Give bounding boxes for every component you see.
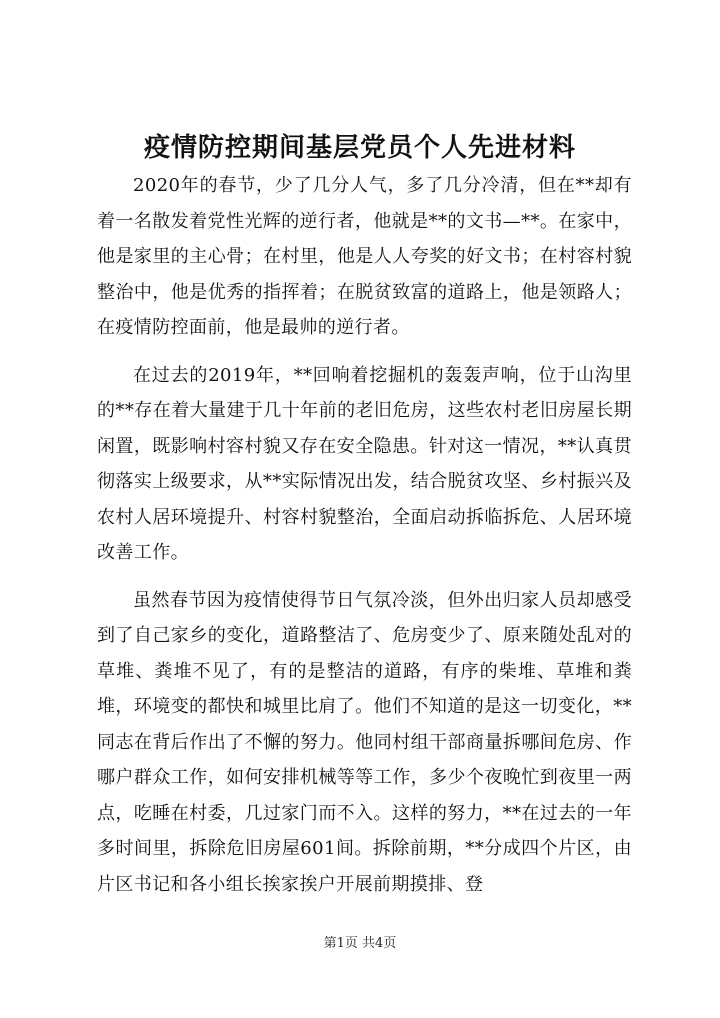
page-title: 疫情防控期间基层党员个人先进材料: [143, 133, 576, 163]
paragraph-2: 在过去的2019年，**回响着挖掘机的轰轰声响，位于山沟里的**存在着大量建于几十年前的老旧危房，这些农村老旧房屋长期闲置，既影响村容村貌又存在安全隐患。针对这一情况，**认真贯彻落实上级要求，从**实际情况出发，结合脱贫攻坚、乡村振兴及农村人居环境提升、村容村貌整治，全面启动拆临拆危、人居环境改善工作。: [97, 364, 632, 563]
page-footer: 第1页 共4页: [323, 936, 397, 951]
paragraph-3: 虽然春节因为疫情使得节日气氛冷淡，但外出归家人员却感受到了自己家乡的变化，道路整洁了、危房变少了、原来随处乱对的草堆、粪堆不见了，有的是整洁的道路，有序的柴堆、草堆和粪堆，环境变的都快和城里比肩了。他们不知道的是这一切变化，**同志在背后作出了不懈的努力。他同村组干部商量拆哪间危房、作哪户群众工作，如何安排机械等等工作，多少个夜晚忙到夜里一两点，吃睡在村委，几过家门而不入。这样的努力，**在过去的一年多时间里，拆除危旧房屋601间。拆除前期，**分成四个片区，由片区书记和各小组长挨家挨户开展前期摸排、登: [97, 589, 632, 895]
document-body: [97, 168, 632, 914]
paragraph-1: 2020年的春节，少了几分人气，多了几分冷清，但在**却有着一名散发着党性光辉的逆行者，他就是**的文书—**。在家中，他是家里的主心骨；在村里，他是人人夸奖的好文书；在村容村貌整治中，他是优秀的指挥着；在脱贫致富的道路上，他是领路人；在疫情防控面前，他是最帅的逆行者。: [97, 175, 632, 338]
